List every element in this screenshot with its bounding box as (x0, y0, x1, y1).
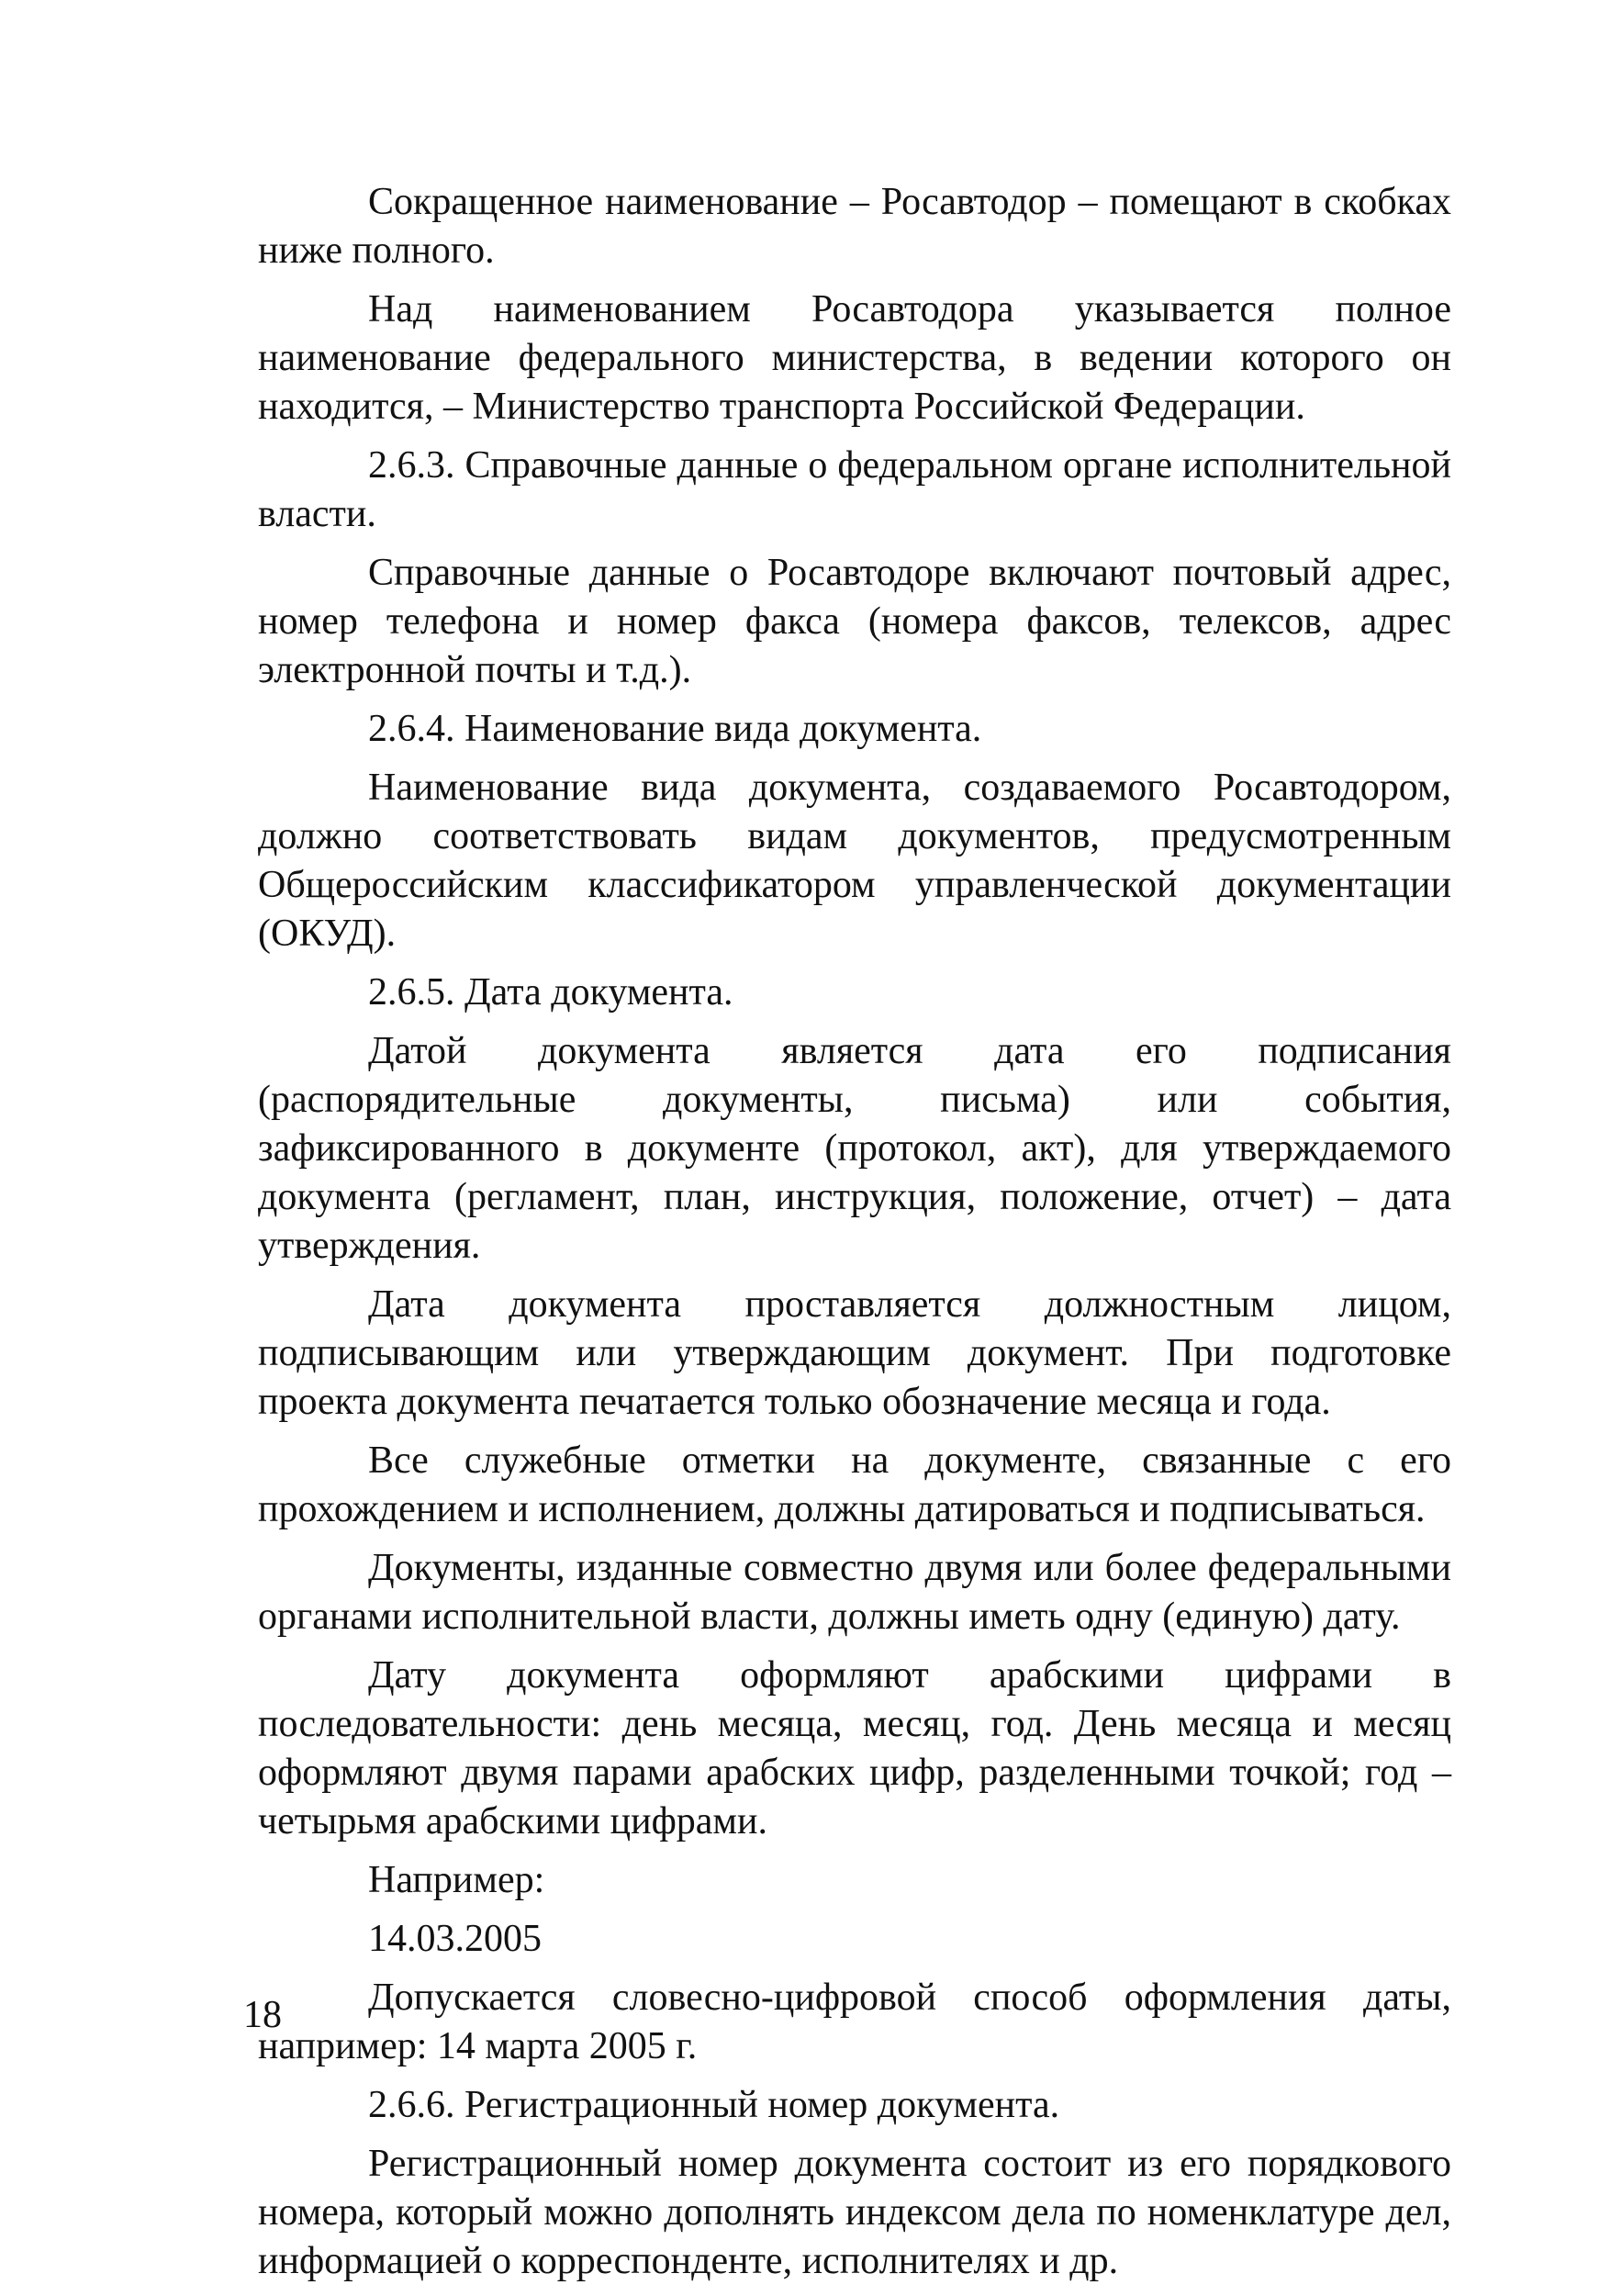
paragraph-short-name: Сокращенное наименование – Росавтодор – помещают в скобках ниже полного. (258, 181, 1451, 272)
paragraph-service-marks: Все служебные отметки на документе, связанные с его прохождением и исполнением, должны датироваться и подписываться. (258, 1439, 1451, 1530)
body-text (258, 178, 1451, 2296)
paragraph-document-date: Датой документа является дата его подписания (распорядительные документы, письма) или события, зафиксированного в документе (протокол, акт), для утверждаемого документа (регламент, план, инструкция, положение, отчет) – дата утверждения. (258, 1030, 1451, 1267)
section-heading-2-6-5: 2.6.5. Дата документа. (368, 971, 733, 1014)
paragraph-example-label: Например: (368, 1859, 545, 1901)
section-heading-2-6-3: 2.6.3. Справочные данные о федеральном органе исполнительной власти. (258, 444, 1451, 535)
section-heading-2-6-6: 2.6.6. Регистрационный номер документа. (368, 2084, 1060, 2126)
section-heading-2-6-4: 2.6.4. Наименование вида документа. (368, 708, 982, 750)
paragraph-verbal-date: Допускается словесно-цифровой способ оформления даты, например: 14 марта 2005 г. (258, 1977, 1451, 2067)
page-number: 18 (243, 1994, 282, 2036)
paragraph-reference-data: Справочные данные о Росавтодоре включают почтовый адрес, номер телефона и номер факса (номера факсов, телексов, адрес электронной почты и т.д.). (258, 552, 1451, 691)
paragraph-example-date: 14.03.2005 (368, 1918, 542, 1960)
paragraph-date-signing: Дата документа проставляется должностным лицом, подписывающим или утверждающим документ. При подготовке проекта документа печатается только обозначение месяца и года. (258, 1283, 1451, 1423)
paragraph-date-format: Дату документа оформляют арабскими цифрами в последовательности: день месяца, месяц, год. День месяца и месяц оформляют двумя парами арабских цифр, разделенными точкой; год – четырьмя арабскими цифрами. (258, 1654, 1451, 1842)
paragraph-registration-number: Регистрационный номер документа состоит из его порядкового номера, который можно дополнять индексом дела по номенклатуре дел, информацией о корреспонденте, исполнителях и др. (258, 2143, 1451, 2282)
paragraph-ministry-name: Над наименованием Росавтодора указывается полное наименование федерального министерства, в ведении которого он находится, – Министерство транспорта Российской Федерации. (258, 288, 1451, 428)
paragraph-document-type: Наименование вида документа, создаваемого Росавтодором, должно соответствовать видам документов, предусмотренным Общероссийским классификатором управленческой документации (ОКУД). (258, 767, 1451, 955)
paragraph-joint-documents: Документы, изданные совместно двумя или более федеральными органами исполнительной власти, должны иметь одну (единую) дату. (258, 1547, 1451, 1638)
